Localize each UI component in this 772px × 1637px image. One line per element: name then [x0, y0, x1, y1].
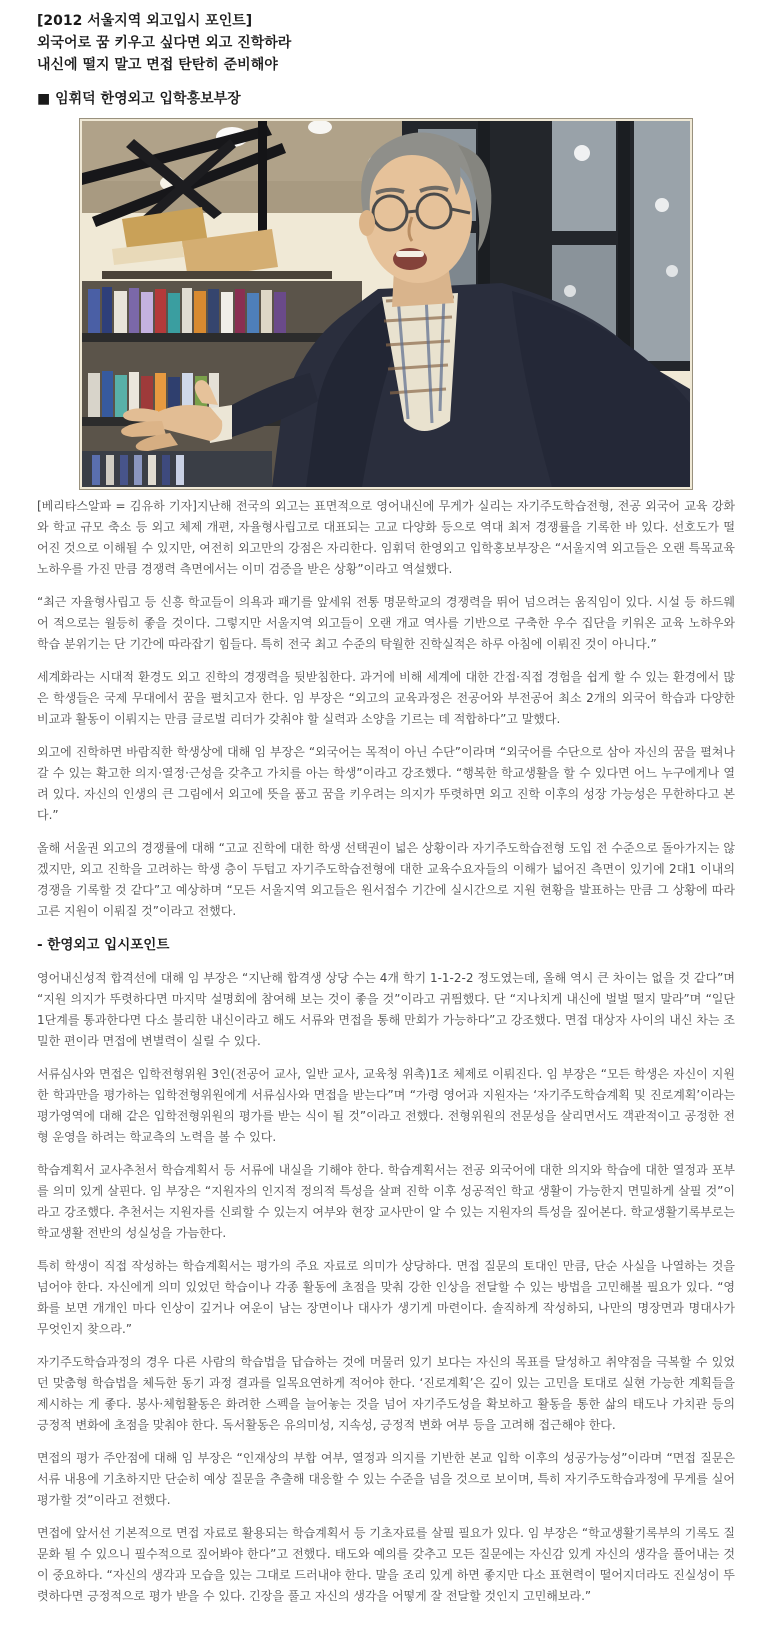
article-paragraph: 세계화라는 시대적 환경도 외고 진학의 경쟁력을 뒷받침한다. 과거에 비해 세계에 대한 간접·직접 경험을 쉽게 할 수 있는 환경에서 많은 학생들은 국제 무대에서 꿈을 펼치고자 한다. 임 부장은 “외고의 교육과정은 전공어와 부전공어 최소 2개의 외국어 학습과 다양한 비교과 활동이 이뤄지는 만큼 글로벌 리더가 갖춰야 할 실력과 소양을 기르는 데 적합하다”고 말했다.	[37, 670, 735, 726]
section-subheader: - 한영외고 입시포인트	[37, 937, 170, 953]
article-header	[37, 10, 735, 76]
article-subtitle: 내신에 떨지 말고 면접 탄탄히 준비해야	[37, 57, 278, 73]
article-paragraph: 서류심사와 면접은 입학전형위원 3인(전공어 교사, 일반 교사, 교육청 위촉)1조 체제로 이뤄진다. 임 부장은 “모든 학생은 자신이 지원한 학과만을 평가하는 입학전형위원에게 서류심사와 면접을 받는다”며 “가령 영어과 지원자는 ‘자기주도학습계획 및 진로계획’이라는 평가영역에 대해 같은 입학전형위원의 평가를 받는 식이 될 것”이라고 전했다. 전형위원의 전문성을 살리면서도 객관적이고 공정한 전형 운영을 하려는 학교측의 노력을 볼 수 있다.	[37, 1067, 735, 1144]
article-paragraph: 학습계획서 교사추천서 학습계획서 등 서류에 내실을 기해야 한다. 학습계획서는 전공 외국어에 대한 의지와 학습에 대한 열정과 포부를 의미 있게 살핀다. 임 부장은 “지원자의 인지적 정의적 특성을 살펴 진학 이후 성공적인 학교 생활이 가능한지 면밀하게 살필 것”이라고 강조했다. 추천서는 지원자를 신뢰할 수 있는지 여부와 현장 교사만이 알 수 있는 지원자의 특성을 짚어본다. 학교생활기록부로는 학교생활 전반의 성실성을 가늠한다.	[37, 1163, 735, 1240]
article-paragraph: 면접에 앞서선 기본적으로 면접 자료로 활용되는 학습계획서 등 기초자료를 살필 필요가 있다. 임 부장은 “학교생활기록부의 기록도 질문화 될 수 있으니 필수적으로 짚어봐야 한다”고 전했다. 태도와 예의를 갖추고 모든 질문에는 자신감 있게 자신의 생각을 풀어내는 것이 중요하다. “자신의 생각과 모습을 있는 그대로 드러내야 한다. 말을 조리 있게 하면 좋지만 다소 표현력이 떨어지더라도 진실성이 뚜렷하다면 긍정적으로 평가 받을 수 있다. 긴장을 풀고 자신의 생각을 어떻게 잘 전달할 것인지 고민해보라.”	[37, 1526, 735, 1603]
article-paragraph: 자기주도학습과정의 경우 다른 사람의 학습법을 답습하는 것에 머물러 있기 보다는 자신의 목표를 달성하고 취약점을 극복할 수 있었던 맞춤형 학습법을 체득한 동기 과정 결과를 일목요연하게 적어야 한다. ‘진로계획’은 깊이 있는 고민을 토대로 실현 가능한 계획들을 제시하는 게 좋다. 봉사·체험활동은 화려한 스펙을 늘어놓는 것을 넘어 자기주도성을 확보하고 활동을 통한 삶의 태도나 가치관 등의 긍정적 변화에 초점을 맞춰야 한다. 독서활동은 유의미성, 지속성, 긍정적 변화 여부 등을 고려해 접근해야 한다.	[37, 1355, 735, 1432]
article-paragraph: 올해 서울권 외고의 경쟁률에 대해 “고교 진학에 대한 학생 선택권이 넓은 상황이라 자기주도학습전형 도입 전 수준으로 돌아가지는 않겠지만, 외고 진학을 고려하는 학생 층이 두텁고 자기주도학습전형에 대한 교육수요자들의 이해가 넓어진 측면이 있기에 2대1 이내의 경쟁을 기록할 것 같다”고 예상하며 “모든 서울지역 외고들은 원서접수 기간에 실시간으로 지원 현황을 발표하는 만큼 그 상황에 따라 고른 지원이 이뤄질 것”이라고 전했다.	[37, 841, 735, 918]
interview-photo	[79, 118, 693, 490]
article-paragraph: “최근 자율형사립고 등 신흥 학교들이 의욕과 패기를 앞세워 전통 명문학교의 경쟁력을 뛰어 넘으려는 움직임이 있다. 시설 등 하드웨어 적으로는 월등히 좋을 것이다. 그렇지만 서울지역 외고들이 오랜 개교 역사를 기반으로 구축한 우수 집단을 키워온 교육 노하우와 학습 분위기는 단 기간에 따라잡기 힘들다. 특히 전국 최고 수준의 탁월한 진학실적은 하루 아침에 이뤄진 것이 아니다.”	[37, 595, 735, 651]
article-tag-line: [2012 서울지역 외고입시 포인트]	[37, 13, 253, 29]
article-paragraph: [베리타스알파 = 김유하 기자]지난해 전국의 외고는 표면적으로 영어내신에 무게가 실리는 자기주도학습전형, 전공 외국어 교육 강화와 학교 규모 축소 등 외고 체제 개편, 자율형사립고로 대표되는 고교 다양화 등으로 역대 최저 경쟁률을 기록한 바 있다. 선호도가 떨어진 것으로 이해될 수 있지만, 여전히 외고만의 강점은 자리한다. 임휘덕 한영외고 입학홍보부장은 “서울지역 외고들은 오랜 특목교육 노하우를 가진 만큼 경쟁력 측면에서는 이미 검증을 받은 상황”이라고 역설했다.	[37, 499, 735, 576]
article-paragraph: 영어내신성적 합격선에 대해 임 부장은 “지난해 합격생 상당 수는 4개 학기 1-1-2-2 정도였는데, 올해 역시 큰 차이는 없을 것 같다”며 “지원 의지가 뚜렷하다면 마지막 설명회에 참여해 보는 것이 좋을 것”이라고 귀띔했다. 단 “지나치게 내신에 벌벌 떨지 말라”며 “일단 1단계를 통과한다면 다소 불리한 내신이라고 해도 서류와 면접을 통해 만회가 가능하다”고 강조했다. 면접 대상자 사이의 내신 차는 조밀한 편이라 면접에 변별력이 실릴 수 있다.	[37, 971, 735, 1048]
interviewee-byline: ■ 임휘덕 한영외고 입학홍보부장	[37, 91, 241, 107]
interview-photo-illustration	[82, 121, 690, 487]
article-title: 외국어로 꿈 키우고 싶다면 외고 진학하라	[37, 35, 292, 51]
article-paragraph: 특히 학생이 직접 작성하는 학습계획서는 평가의 주요 자료로 의미가 상당하다. 면접 질문의 토대인 만큼, 단순 사실을 나열하는 것을 넘어야 한다. 자신에게 의미 있었던 학습이나 각종 활동에 초점을 맞춰 강한 인상을 전달할 수 있는 방법을 고민해볼 필요가 있다. “영화를 보면 개개인 마다 인상이 깊거나 여운이 남는 장면이나 대사가 생기게 마련이다. 솔직하게 작성하되, 나만의 명장면과 명대사가 무엇인지 찾으라.”	[37, 1259, 735, 1336]
article-paragraph: 외고에 진학하면 바람직한 학생상에 대해 임 부장은 “외국어는 목적이 아닌 수단”이라며 “외국어를 수단으로 삼아 자신의 꿈을 펼쳐나갈 수 있는 확고한 의지·열정·근성을 갖추고 가치를 아는 학생”이라고 강조했다. “행복한 학교생활을 할 수 있다면 어느 누구에게나 열려 있다. 자신의 인생의 큰 그림에서 외고에 뜻을 품고 꿈을 키우려는 의지가 뚜렷하면 외고 진학 이후의 성장 가능성은 무한하다고 본다.”	[37, 745, 735, 822]
article-paragraph: 면접의 평가 주안점에 대해 임 부장은 “인재상의 부합 여부, 열정과 의지를 기반한 본교 입학 이후의 성공가능성”이라며 “면접 질문은 서류 내용에 기초하지만 단순히 예상 질문을 추출해 대응할 수 있는 수준을 넘을 것으로 보이며, 특히 자기주도학습과정에 무게를 실어 평가할 것”이라고 전했다.	[37, 1451, 735, 1507]
